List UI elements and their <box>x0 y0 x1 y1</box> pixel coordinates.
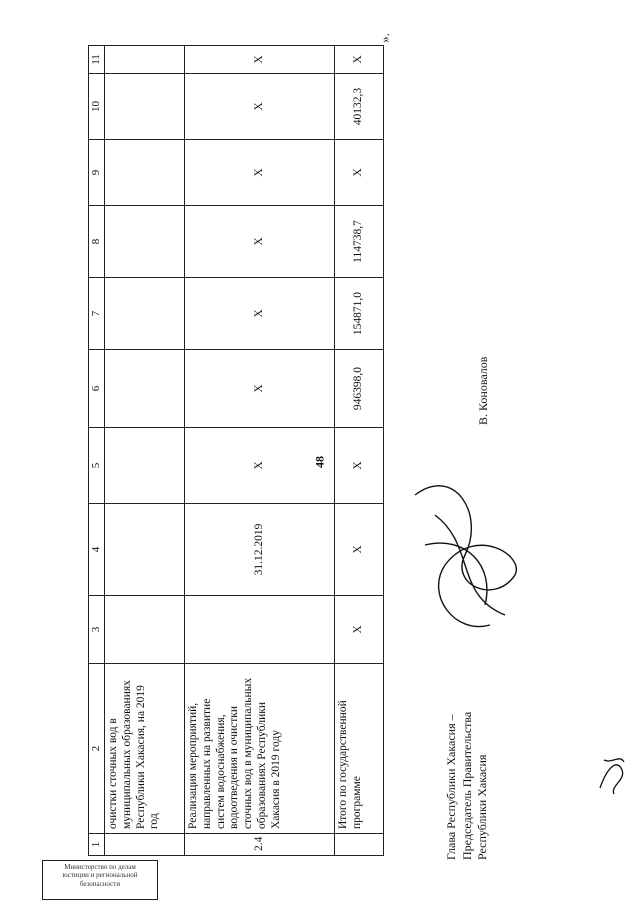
table-cell <box>105 206 185 278</box>
table-cell <box>105 350 185 428</box>
table-cell <box>105 504 185 596</box>
column-header: 5 <box>89 428 105 504</box>
table-cell: 154871,0 <box>335 278 384 350</box>
table-cell <box>105 74 185 140</box>
closing-quote-mark: ». <box>376 33 392 43</box>
table-cell: Х <box>185 206 335 278</box>
signatory-name: В. Коновалов <box>476 356 490 425</box>
column-header: 9 <box>89 140 105 206</box>
stamp-line: Министерство по делам <box>64 863 136 871</box>
table-cell: Х <box>185 350 335 428</box>
column-header: 3 <box>89 596 105 664</box>
stamp-line: безопасности <box>79 879 121 888</box>
table-cell: 114738,7 <box>335 206 384 278</box>
table-cell: 946398,0 <box>335 350 384 428</box>
row-number <box>105 834 185 856</box>
row-name: Итого по государственной программе <box>335 664 384 834</box>
row-number <box>335 834 384 856</box>
column-header: 8 <box>89 206 105 278</box>
table-cell: Х <box>185 140 335 206</box>
position-line: Глава Республики Хакасия – <box>444 714 458 860</box>
table-cell <box>105 46 185 74</box>
position-line: Председатель Правительства <box>459 711 474 860</box>
table-cell: 40132,3 <box>335 74 384 140</box>
table-header-row <box>89 46 105 856</box>
column-header: 4 <box>89 504 105 596</box>
table-cell: Х <box>185 74 335 140</box>
table-cell: Х <box>335 596 384 664</box>
table-row-total <box>335 46 384 856</box>
column-header: 1 <box>89 834 105 856</box>
table-cell: Х <box>335 140 384 206</box>
table-cell <box>105 278 185 350</box>
table-cell <box>185 596 335 664</box>
ministry-stamp <box>42 860 158 900</box>
table-cell <box>105 596 185 664</box>
column-header: 7 <box>89 278 105 350</box>
table-row <box>185 46 335 856</box>
column-header: 2 <box>89 664 105 834</box>
stamp-line: юстиции и региональной <box>62 871 138 880</box>
table-cell: Х <box>185 278 335 350</box>
row-name: Реализация мероприятий, направленных на развитие систем водоснабжения, водоотведения и очистки сточных вод в муниципальных образованиях Республики Хакасия в 2019 году <box>185 664 335 834</box>
row-number: 2.4 <box>185 834 335 856</box>
table-cell <box>105 428 185 504</box>
signatory-position <box>444 620 491 860</box>
column-header: 11 <box>89 46 105 74</box>
table-cell: Х <box>185 46 335 74</box>
handwritten-initials <box>592 748 632 798</box>
table-cell: Х <box>335 428 384 504</box>
position-line: Республики Хакасия <box>475 754 490 860</box>
table-row <box>105 46 185 856</box>
page-number: 48 <box>312 456 327 468</box>
table-cell <box>105 140 185 206</box>
table-cell: 31.12.2019 <box>185 504 335 596</box>
table-cell: Х <box>335 504 384 596</box>
program-table <box>88 45 384 856</box>
handwritten-signature <box>395 455 535 655</box>
table-cell: Х <box>335 46 384 74</box>
row-name: очистки сточных вод в муниципальных образованиях Республики Хакасия, на 2019 год <box>105 664 185 834</box>
program-table-frame <box>88 46 384 856</box>
column-header: 10 <box>89 74 105 140</box>
table-cell: Х <box>185 428 335 504</box>
column-header: 6 <box>89 350 105 428</box>
